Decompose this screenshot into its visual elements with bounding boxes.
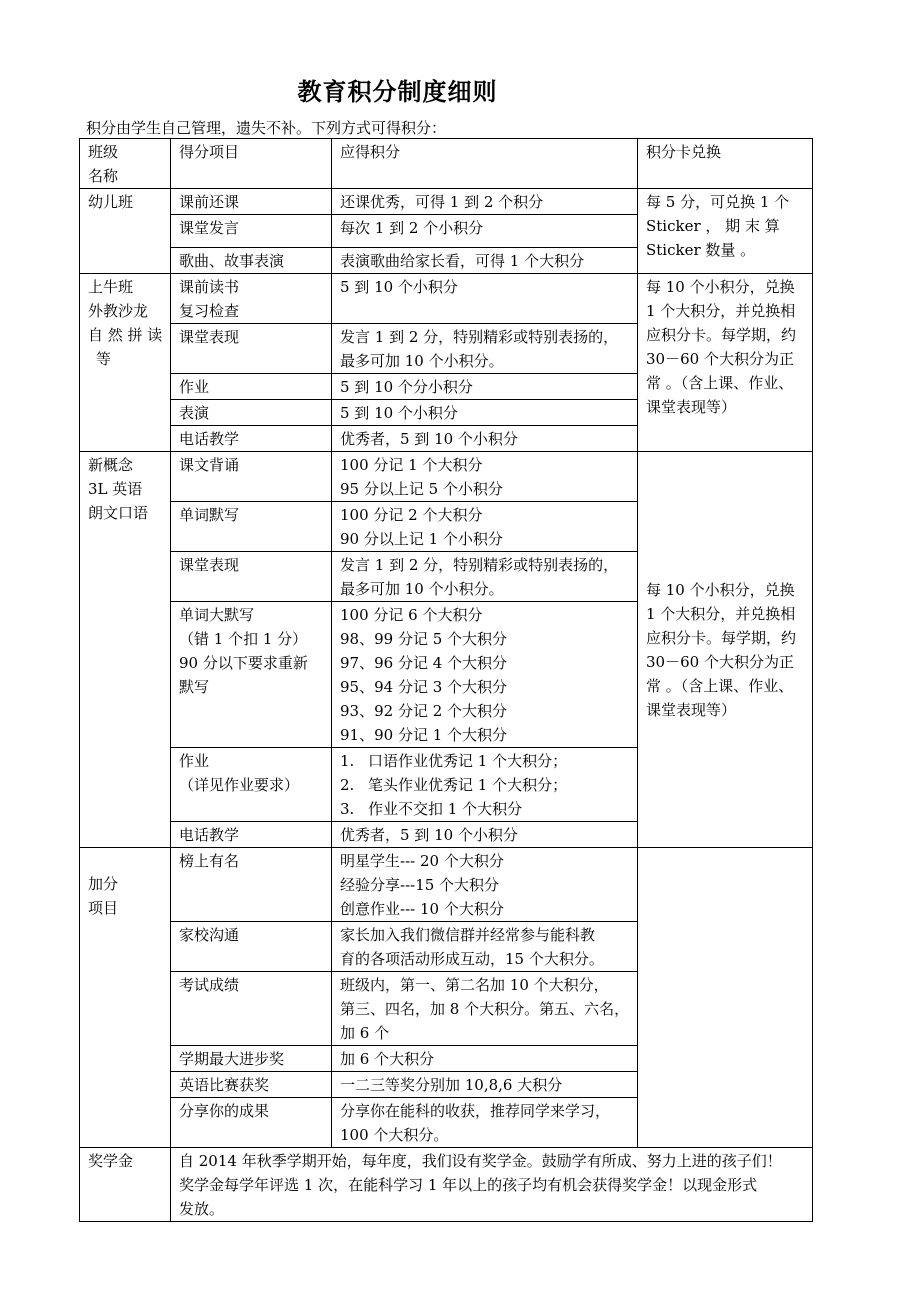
item-cell: 电话教学 (171, 822, 332, 848)
points-cell: 一二三等奖分别加 10,8,6 大积分 (332, 1072, 638, 1098)
points-cell: 加 6 个大积分 (332, 1046, 638, 1072)
item-cell: 电话教学 (171, 426, 332, 452)
scholarship-text: 自 2014 年秋季学期开始，每年度，我们设有奖学金。鼓励学有所成、努力上进的孩子们！ 奖学金每学年评选 1 次，在能科学习 1 年以上的孩子均有机会获得奖学金！以现金形式 发放。 (171, 1148, 813, 1222)
item-cell: 课前还课 (171, 189, 332, 215)
header-points: 应得积分 (332, 139, 638, 189)
item-cell: 作业 （详见作业要求） (171, 748, 332, 822)
points-cell: 还课优秀，可得 1 到 2 个积分 (332, 189, 638, 215)
list-item: 1. 口语作业优秀记 1 个大积分； (340, 752, 568, 770)
item-cell: 家校沟通 (171, 922, 332, 972)
points-cell: 表演歌曲给家长看，可得 1 个大积分 (332, 248, 638, 274)
points-cell: 100 分记 6 个大积分 98、99 分记 5 个大积分 97、96 分记 4 个大积分 95、94 分记 3 个大积分 93、92 分记 2 个大积分 91、90 分记 1 个大积分 (332, 602, 638, 748)
exchange-newconcept: 每 10 个小积分，兑换 1 个大积分，并兑换相 应积分卡。每学期，约 30－60 个大积分为正 常 。（含上课、作业、 课堂表现等） (638, 452, 813, 848)
item-cell: 考试成绩 (171, 972, 332, 1046)
table-row (80, 189, 813, 215)
exchange-bonus-empty (638, 848, 813, 1148)
exchange-shangniu: 每 10 个小积分，兑换 1 个大积分，并兑换相 应积分卡。每学期，约 30－60 个大积分为正 常 。（含上课、作业、 课堂表现等） (638, 274, 813, 452)
item-cell: 榜上有名 (171, 848, 332, 922)
item-cell: 作业 (171, 374, 332, 400)
table-row (80, 848, 813, 922)
points-table (79, 138, 813, 1222)
item-cell: 课堂表现 (171, 552, 332, 602)
points-cell: 班级内，第一、第二名加 10 个大积分， 第三、四名，加 8 个大积分。第五、六名， 加 6 个 (332, 972, 638, 1046)
item-cell: 课前读书 复习检查 (171, 274, 332, 324)
header-class: 班级 名称 (80, 139, 171, 189)
item-cell: 单词大默写 （错 1 个扣 1 分） 90 分以下要求重新 默写 (171, 602, 332, 748)
class-name-scholarship: 奖学金 (80, 1148, 171, 1222)
class-name-bonus: 加分 项目 (80, 848, 171, 1148)
class-name-newconcept: 新概念 3L 英语 朗文口语 (80, 452, 171, 848)
item-cell: 表演 (171, 400, 332, 426)
exchange-kindergarten: 每 5 分，可兑换 1 个 Sticker ， 期 末 算 Sticker 数量 。 (638, 189, 813, 274)
item-cell: 学期最大进步奖 (171, 1046, 332, 1072)
points-cell: 每次 1 到 2 个小积分 (332, 215, 638, 248)
class-name-kindergarten: 幼儿班 (80, 189, 171, 274)
table-row (80, 1148, 813, 1222)
header-item: 得分项目 (171, 139, 332, 189)
points-cell: 优秀者，5 到 10 个小积分 (332, 426, 638, 452)
item-cell: 课堂发言 (171, 215, 332, 248)
points-cell: 分享你在能科的收获，推荐同学来学习， 100 个大积分。 (332, 1098, 638, 1148)
table-row (80, 274, 813, 324)
points-cell: 100 分记 1 个大积分 95 分以上记 5 个小积分 (332, 452, 638, 502)
points-cell: 优秀者，5 到 10 个小积分 (332, 822, 638, 848)
item-cell: 英语比赛获奖 (171, 1072, 332, 1098)
intro-text: 积分由学生自己管理，遗失不补。下列方式可得积分： (86, 119, 447, 137)
points-cell: 家长加入我们微信群并经常参与能科教 育的各项活动形成互动，15 个大积分。 (332, 922, 638, 972)
points-cell: 5 到 10 个小积分 (332, 400, 638, 426)
points-cell: 明星学生--- 20 个大积分 经验分享---15 个大积分 创意作业--- 10 个大积分 (332, 848, 638, 922)
list-item: 3. 作业不交扣 1 个大积分 (340, 800, 523, 818)
page-title: 教育积分制度细则 (297, 78, 498, 106)
item-cell: 分享你的成果 (171, 1098, 332, 1148)
points-cell: 5 到 10 个分小积分 (332, 374, 638, 400)
points-list (332, 748, 638, 822)
points-cell: 100 分记 2 个大积分 90 分以上记 1 个小积分 (332, 502, 638, 552)
list-item: 2. 笔头作业优秀记 1 个大积分； (340, 776, 568, 794)
item-cell: 课堂表现 (171, 324, 332, 374)
item-cell: 课文背诵 (171, 452, 332, 502)
points-cell: 5 到 10 个小积分 (332, 274, 638, 324)
header-exchange: 积分卡兑换 (638, 139, 813, 189)
table-header-row (80, 139, 813, 189)
class-name-shangniu: 上牛班 外教沙龙 自 然 拼 读 等 (80, 274, 171, 452)
points-cell: 发言 1 到 2 分，特别精彩或特别表扬的， 最多可加 10 个小积分。 (332, 324, 638, 374)
item-cell: 单词默写 (171, 502, 332, 552)
points-cell: 发言 1 到 2 分，特别精彩或特别表扬的， 最多可加 10 个小积分。 (332, 552, 638, 602)
table-row (80, 452, 813, 502)
item-cell: 歌曲、故事表演 (171, 248, 332, 274)
